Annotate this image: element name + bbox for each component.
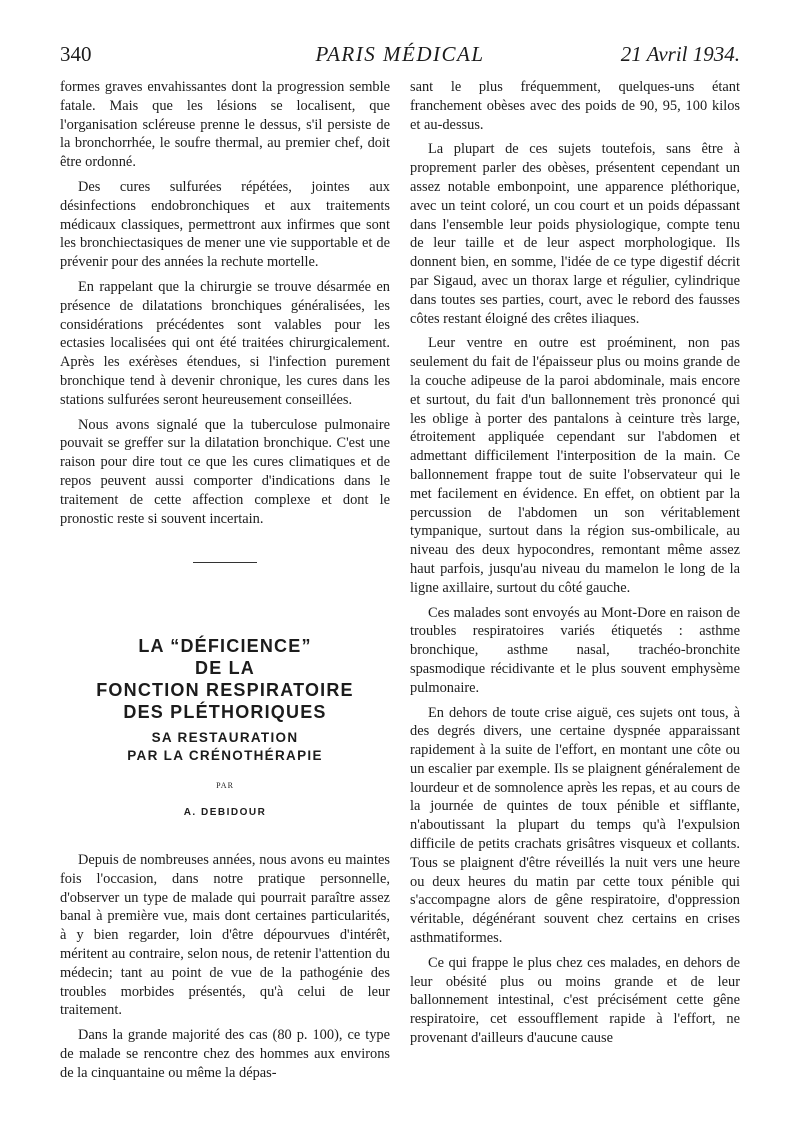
article-heading xyxy=(60,635,390,823)
paragraph: Nous avons signalé que la tuberculose pulmonaire pouvait se greffer sur la dilatation bronchique. C'est une raison pour dire tout ce que les cures climatiques et de repos peuvent aussi comporter d'indications dans le traitement de cette affection complexe et dont le pronostic reste si souvent incertain. xyxy=(60,416,390,527)
running-header xyxy=(60,42,740,72)
paragraph: En rappelant que la chirurgie se trouve désarmée en présence de dilatations bronchiques généralisées, les considérations précédentes sont valables pour les ectasies localisées qui ont été traitées chirurgicalement. Après les exérèses étendues, si l'infection purement bronchique tend à devenir chronique, les cures dans les stations sulfurées seront heureusement conseillées. xyxy=(60,278,390,408)
paragraph: Ce qui frappe le plus chez ces malades, en dehors de leur obésité plus ou moins grande et de leur ballonnement intestinal, c'est précisément cette gêne respiratoire, cet essoufflement rapide à l'effort, ne provenant d'ailleurs d'aucune cause xyxy=(410,954,740,1047)
paragraph: Leur ventre en outre est proéminent, non pas seulement du fait de l'épaisseur plus ou moins grande de la couche adipeuse de la paroi abdominale, mais encore et surtout, du fait d'un ballonnement très prononcé qui les oblige à porter des pantalons à ceinture très large, étroitement appliquée cependant sur l'abdomen et admettant difficilement l'interposition de la main. Ce ballonnement frappe tout de suite l'observateur qui le met facilement en évidence. En effet, on obtient par la percussion de l'abdomen un son véritablement tympanique, surtout dans la région sus-ombilicale, au niveau des deux hypocondres, remontant même assez haut parfois, jusqu'au niveau du mamelon le long de la ligne axillaire, surtout du côté gauche. xyxy=(410,335,740,596)
paragraph: Dans la grande majorité des cas (80 p. 100), ce type de malade se rencontre chez des hommes aux environs de la cinquantaine ou même la dépas- xyxy=(60,1027,390,1081)
article-title-line: DES PLÉTHORIQUES xyxy=(123,702,327,723)
article-title-line: LA “DÉFICIENCE” xyxy=(138,636,312,657)
paragraph: Des cures sulfurées répétées, jointes aux désinfections endobronchiques et aux traitements médicaux classiques, permettront aux infirmes que sont les bronchiectasiques de mener une vie supportable et de prévenir pour des années la rechute mortelle. xyxy=(60,178,390,271)
left-column xyxy=(60,78,390,1088)
article-subtitle-line: SA RESTAURATION xyxy=(151,730,299,746)
paragraph: La plupart de ces sujets toutefois, sans être à proprement parler des obèses, présentent cependant un assez notable embonpoint, une apparence pléthorique, avec un teint coloré, un cou court et un poids dépassant dans l'ensemble leur poids physiologique, compte tenu de leur taille et de leur aspect morphologique. Ils donnent bien, en somme, l'idée de ce type digestif décrit par Sigaud, avec un thorax large et régulier, cylindrique dans toutes ses parties, court, avec le rebord des fausses côtes restant éloigné des crêtes iliaques. xyxy=(410,141,740,327)
byline-prefix: PAR xyxy=(216,781,234,791)
article-title-line: DE LA xyxy=(195,658,255,679)
paragraph: formes graves envahissantes dont la progression semble fatale. Mais que les lésions se localisent, que l'organisation scléreuse prenne le dessus, s'il persiste de la bronchorrhée, le soufre thermal, au premier chef, doit être ordonné. xyxy=(60,79,390,171)
article-title-line: FONCTION RESPIRATOIRE xyxy=(96,680,354,701)
paragraph: sant le plus fréquemment, quelques-uns étant franchement obèses avec des poids de 90, 95, 100 kilos et au-dessus. xyxy=(410,79,740,133)
right-column xyxy=(410,78,740,1054)
article-author: A. DEBIDOUR xyxy=(183,807,267,819)
issue-date: 21 Avril 1934. xyxy=(620,42,740,66)
paragraph: Ces malades sont envoyés au Mont-Dore en raison de troubles respiratoires variés étiquetés : asthme bronchique, asthme nasal, trachéo-bronchite spasmodique récidivante et le plus souvent emphysème pulmonaire. xyxy=(410,604,740,696)
paragraph: Depuis de nombreuses années, nous avons eu maintes fois l'occasion, dans notre pratique personnelle, d'observer un type de malade qui pourrait paraître assez banal à première vue, mais dont certaines particularités, à y bien regarder, loin d'être dépourvues d'intérêt, méritent au contraire, selon nous, de retenir l'attention du médecin; tant au point de vue de la pathogénie des troubles morbides présentés, qu'à celui de leur traitement. xyxy=(60,851,390,1019)
section-divider xyxy=(193,562,257,563)
paragraph: En dehors de toute crise aiguë, ces sujets ont tous, à des degrés divers, une certaine dyspnée apparaissant rapidement à la suite de l'effort, en montant une côte ou un escalier par exemple. Ils se plaignent généralement de lourdeur et de somnolence après les repas, et au cours de la journée de quintes de toux pénible et sifflante, n'aboutissant la plupart du temps qu'à l'expulsion difficile de petits crachats grisâtres visqueux et collants. Tous se plaignent d'être réveillés la nuit vers une heure ou deux heures du matin par cette toux pénible qui s'accompagne alors de gêne respiratoire, d'oppression véritable, dégénérant souvent chez certains en crises asthmatiformes. xyxy=(410,704,740,947)
article-subtitle-line: PAR LA CRÉNOTHÉRAPIE xyxy=(127,748,323,764)
page-number: 340 xyxy=(60,42,92,66)
journal-title: PARIS MÉDICAL xyxy=(315,42,485,66)
